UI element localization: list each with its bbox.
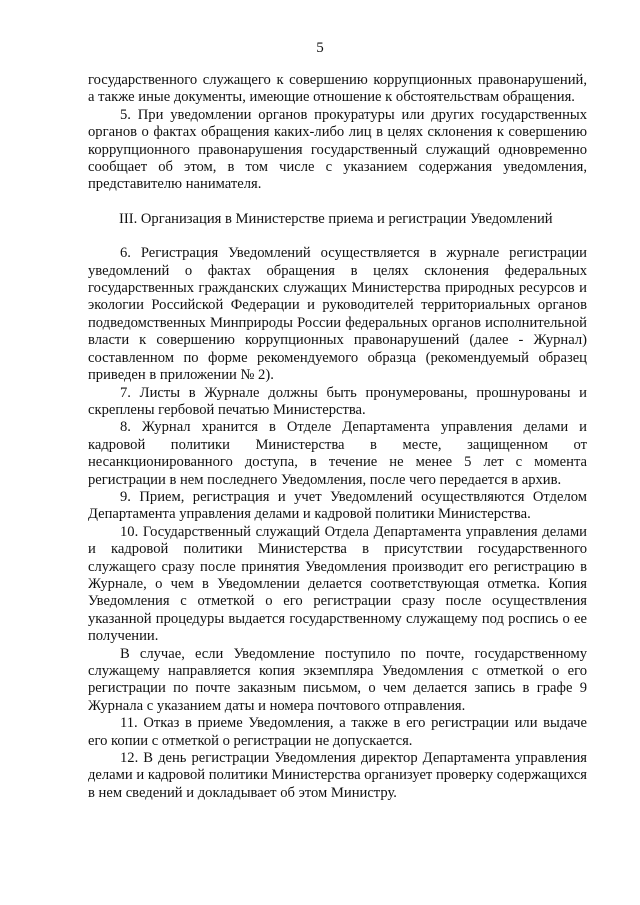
paragraph-item-7: 7. Листы в Журнале должны быть пронумерованы, прошнурованы и скреплены гербовой печатью Министерства. bbox=[88, 384, 587, 418]
paragraph-item-6: 6. Регистрация Уведомлений осуществляется в журнале регистрации уведомлений о фактах обращения в целях склонения федеральных государственных гражданских служащих Министерства природных ресурсов и экологии Российской Федерации и руководителей территориальных органов подведомственных Минприроды России федеральных органов исполнительной власти к совершению коррупционных правонарушений (далее - Журнал) составленном по форме рекомендуемого образца (рекомендуемый образец приведен в приложении № 2). bbox=[88, 245, 587, 384]
paragraph-item-10: 10. Государственный служащий Отдела Департамента управления делами и кадровой политики Министерства в присутствии государственного служащего сразу после принятия Уведомления производит его регистрацию в Журнале, о чем в Уведомлении делается соответствующая отметка. Копия Уведомления с отметкой о его регистрации сразу после осуществления указанной процедуры выдается государственному служащему под роспись о ее получении. bbox=[88, 523, 587, 645]
document-body bbox=[88, 72, 587, 802]
section-heading: III. Организация в Министерстве приема и регистрации Уведомлений bbox=[119, 210, 553, 227]
paragraph-item-12: 12. В день регистрации Уведомления директор Департамента управления делами и кадровой политики Министерства организует проверку содержащихся в нем сведений и докладывает об этом Министру. bbox=[88, 750, 587, 801]
paragraph-item-9: 9. Прием, регистрация и учет Уведомлений осуществляются Отделом Департамента управления делами и кадровой политики Министерства. bbox=[88, 488, 587, 523]
paragraph-continuation: государственного служащего к совершению коррупционных правонарушений, а также иные документы, имеющие отношение к обстоятельствам обращения. bbox=[88, 72, 587, 106]
paragraph-item-11: 11. Отказ в приеме Уведомления, а также в его регистрации или выдаче его копии с отметкой о регистрации не допускается. bbox=[88, 715, 587, 749]
paragraph-mail-case: В случае, если Уведомление поступило по почте, государственному служащему направляется копия экземпляра Уведомления с отметкой о его регистрации по почте заказным письмом, о чем делается запись в графе 9 Журнала с указанием даты и номера почтового отправления. bbox=[88, 645, 587, 714]
page-number: 5 bbox=[316, 40, 324, 56]
paragraph-item-8: 8. Журнал хранится в Отделе Департамента управления делами и кадровой политики Министерства в месте, защищенном от несанкционированного доступа, в течение не менее 5 лет с момента регистрации в нем последнего Уведомления, после чего передается в архив. bbox=[88, 419, 587, 488]
paragraph-item-5: 5. При уведомлении органов прокуратуры или других государственных органов о фактах обращения каких-либо лиц в целях склонения к совершению коррупционного правонарушения государственный служащий одновременно сообщает об этом, в том числе с указанием содержания уведомления, представителю нанимателя. bbox=[88, 106, 587, 193]
